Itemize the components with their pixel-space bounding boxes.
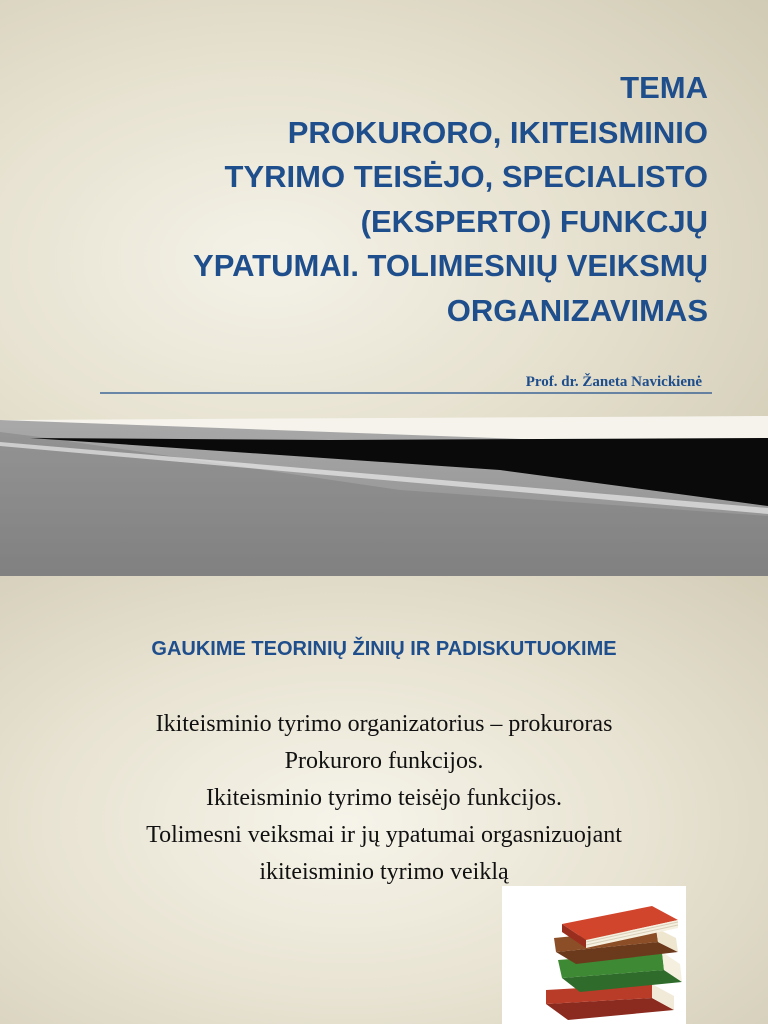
title-line: PROKURORO, IKITEISMINIO [287, 114, 708, 150]
topic-list [0, 706, 768, 891]
list-item: Ikiteisminio tyrimo organizatorius – prokuroras [155, 711, 613, 737]
list-item: Prokuroro funkcijos. [284, 748, 484, 774]
title-line: YPATUMAI. TOLIMESNIŲ VEIKSMŲ [193, 248, 708, 283]
content-slide [0, 576, 768, 1024]
list-item: ikiteisminio tyrimo veiklą [259, 859, 509, 885]
title-line: (EKSPERTO) FUNKCJŲ [360, 203, 708, 239]
books-illustration [502, 886, 686, 1024]
list-item: Ikiteisminio tyrimo teisėjo funkcijos. [206, 785, 562, 811]
list-item: Tolimesni veiksmai ir jų ypatumai orgasnizuojant [146, 822, 622, 848]
title-line: TEMA [620, 70, 708, 105]
books-icon [502, 886, 686, 1024]
author-name: Prof. dr. Žaneta Navickienė [525, 374, 702, 390]
slide-subtitle: GAUKIME TEORINIŲ ŽINIŲ IR PADISKUTUOKIME [151, 638, 617, 660]
title-line: ORGANIZAVIMAS [446, 292, 708, 328]
title-line: TYRIMO TEISĖJO, SPECIALISTO [224, 159, 708, 194]
